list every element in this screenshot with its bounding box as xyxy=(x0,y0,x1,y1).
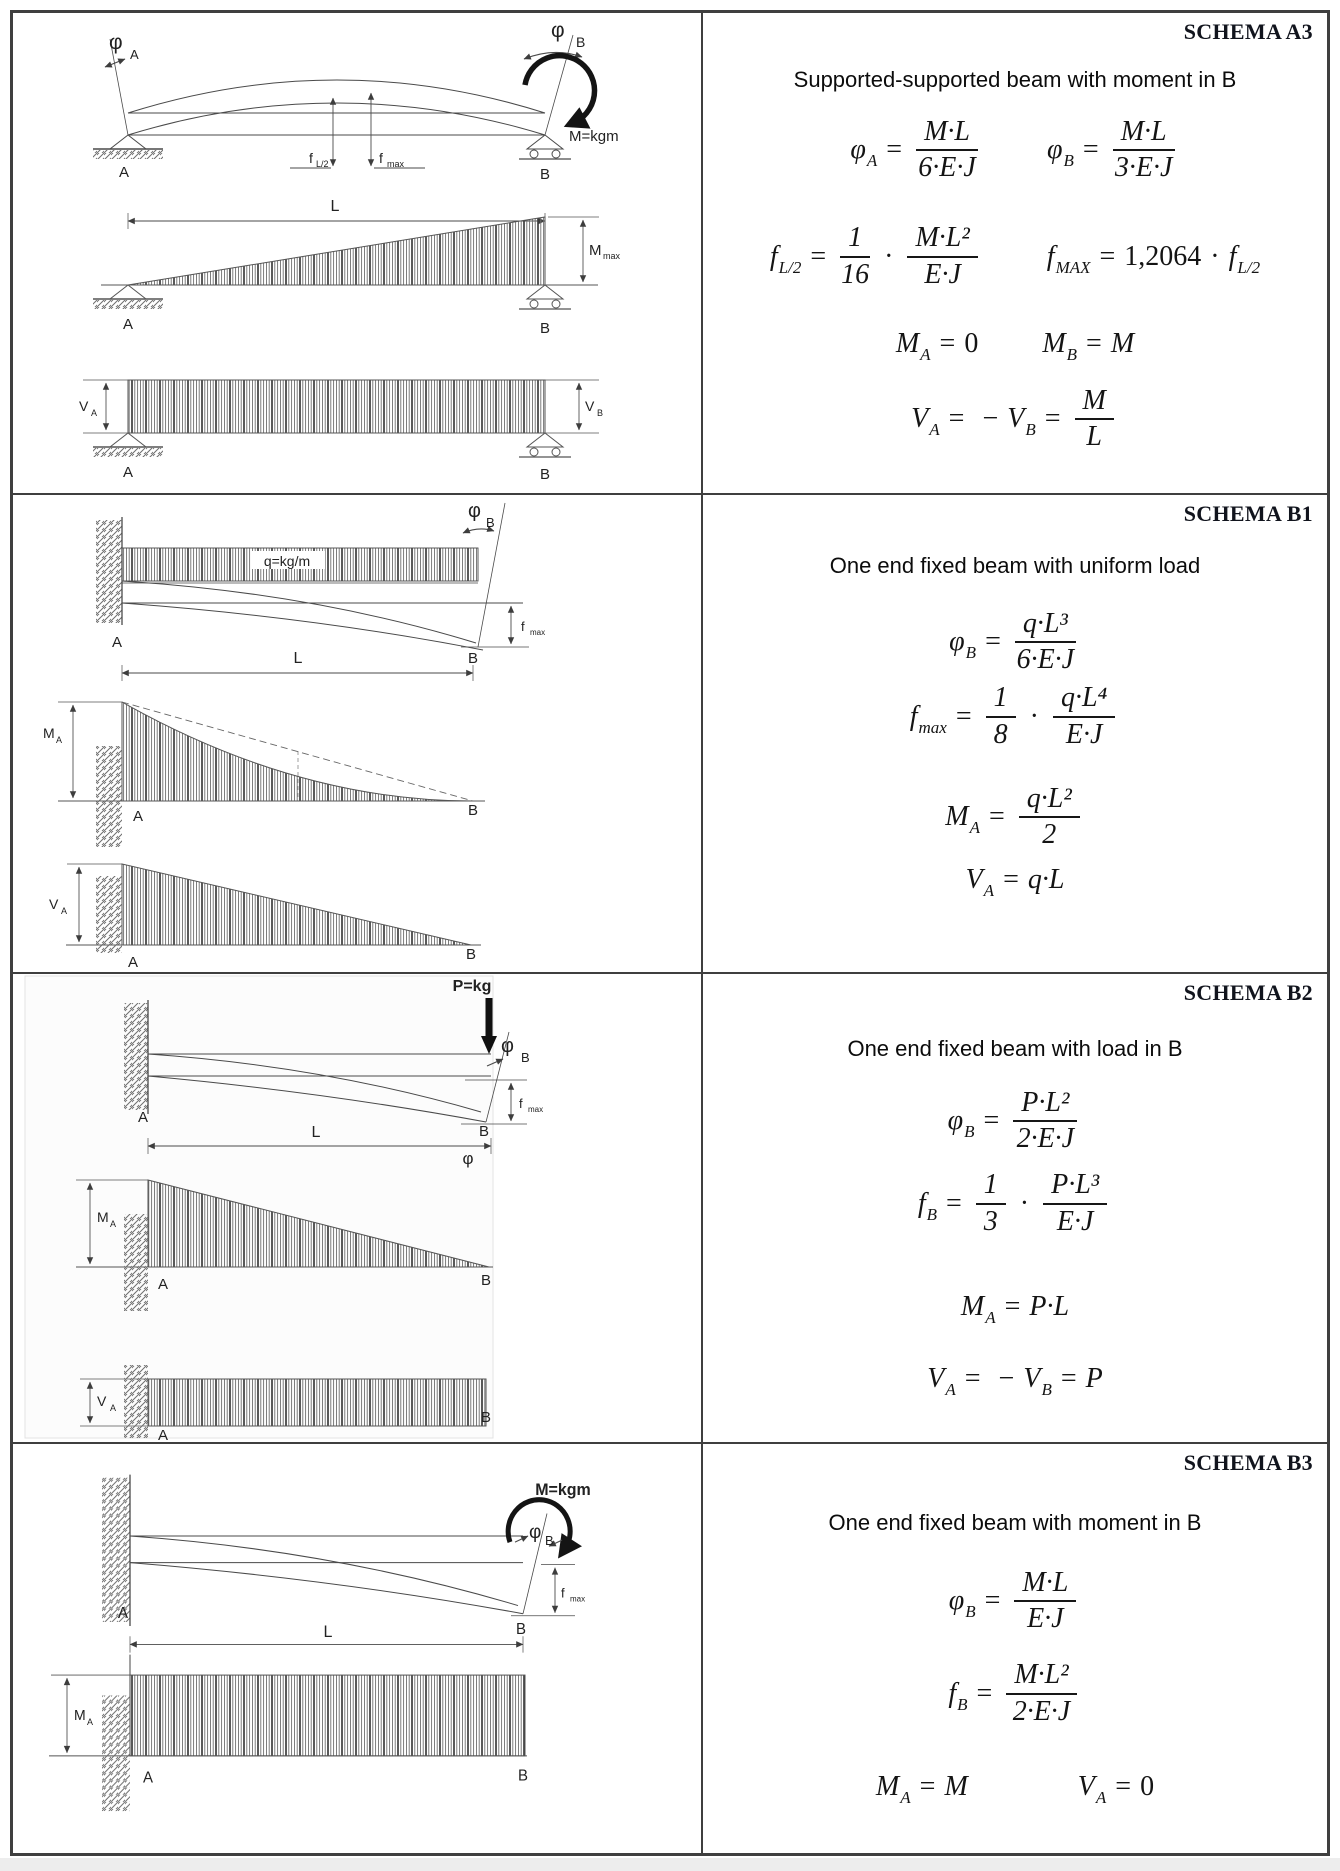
node-b-label: B xyxy=(467,802,479,819)
node-b-label: B xyxy=(539,466,551,483)
node-b-label: B xyxy=(467,650,479,667)
math-token-o: = xyxy=(1086,327,1102,359)
math-token-v xyxy=(875,1770,911,1807)
point-load-label: P=kg xyxy=(452,978,492,995)
math-token-n: 0 xyxy=(964,327,979,359)
m-a-sub: A xyxy=(110,1219,117,1229)
math-token-v: L/2 xyxy=(778,257,802,277)
math-token-v: A xyxy=(945,1379,956,1399)
math-token-v: M xyxy=(960,1290,985,1322)
math-token-f: L xyxy=(1086,421,1102,453)
math-token-o: = xyxy=(1044,403,1061,435)
span-label: L xyxy=(311,1124,321,1141)
formula-block xyxy=(717,608,1313,901)
formula-line xyxy=(850,117,1179,183)
phi-b-sub: B xyxy=(545,1533,554,1549)
node-b-label: B xyxy=(478,1123,490,1140)
math-token-o: = xyxy=(1099,240,1116,272)
moment-diagram xyxy=(93,217,599,309)
formula-block xyxy=(717,117,1313,452)
math-token-f xyxy=(1015,609,1076,675)
phi-b-sub: B xyxy=(486,515,495,530)
moment-load-label: M=kgm xyxy=(535,1480,591,1500)
formula xyxy=(949,1568,1082,1634)
node-a-label: A xyxy=(143,1769,153,1787)
math-token-o: = xyxy=(1115,1770,1132,1802)
deflection-diagram xyxy=(102,1475,575,1653)
node-a-label: A xyxy=(127,954,139,971)
formula-line xyxy=(875,1770,1155,1807)
deflection-labels xyxy=(109,19,619,215)
formula xyxy=(895,327,979,364)
math-token-v: M xyxy=(944,1770,968,1802)
formula-cell-b1 xyxy=(703,495,1327,974)
math-token-v: φ xyxy=(947,1105,964,1137)
math-token-v: B xyxy=(957,1694,968,1714)
formula-line xyxy=(949,609,1081,675)
math-token-f: q·L² xyxy=(1019,784,1080,818)
schema-subtitle: One end fixed beam with moment in B xyxy=(828,1510,1202,1535)
math-token-f: q·L³ xyxy=(1015,609,1076,643)
span-label: L xyxy=(330,198,340,215)
formula-block xyxy=(717,1567,1313,1807)
v-b-label: V xyxy=(585,398,595,414)
math-token-v xyxy=(909,700,947,737)
f-max-label: f xyxy=(519,1096,523,1111)
v-a-label: V xyxy=(79,398,89,414)
formula xyxy=(910,683,1121,749)
diagram-cell-b1 xyxy=(13,495,703,974)
math-token-f: 2·E·J xyxy=(1012,1695,1071,1727)
m-a-label: M xyxy=(43,725,55,741)
math-token-o: = xyxy=(945,1187,962,1219)
phi-span-label: φ xyxy=(462,1149,474,1168)
f-l2-label: f xyxy=(309,150,313,166)
math-token-f: 2 xyxy=(1042,819,1057,851)
f-max-label: f xyxy=(561,1585,565,1601)
deflection-diagram xyxy=(93,35,595,229)
math-token-f xyxy=(1113,117,1175,183)
math-token-f xyxy=(1043,1170,1107,1236)
diagram-cell-a3 xyxy=(13,13,703,495)
math-token-f: 16 xyxy=(841,258,870,290)
schema-title: SCHEMA B3 xyxy=(1183,1450,1313,1475)
math-token-v: M xyxy=(895,327,920,359)
math-token-v: V xyxy=(1023,1362,1041,1394)
f-l2-sub: L/2 xyxy=(316,159,329,169)
scan-frame xyxy=(25,976,493,1438)
math-token-f: 1 xyxy=(976,1170,1006,1204)
math-token-f xyxy=(840,223,870,289)
formula xyxy=(949,609,1081,675)
shear-diagram xyxy=(66,864,481,953)
math-token-f: M·L² xyxy=(1006,1660,1076,1694)
math-token-v: B xyxy=(965,643,977,663)
schema-title: SCHEMA B2 xyxy=(1183,980,1313,1005)
math-token-o: = xyxy=(985,626,1001,658)
math-token-v: φ xyxy=(1047,134,1063,166)
math-token-o: = xyxy=(984,1585,1001,1617)
m-a-sub: A xyxy=(87,1717,94,1728)
math-token-f xyxy=(1053,683,1115,749)
math-token-f: 3·E·J xyxy=(1114,152,1173,184)
math-token-v: φ xyxy=(948,1585,965,1617)
math-token-v: f xyxy=(917,1187,926,1219)
math-token-v: f xyxy=(1046,240,1055,272)
math-token-f xyxy=(1006,1660,1076,1726)
schema-title: SCHEMA A3 xyxy=(1183,19,1313,44)
math-token-f: P·L² xyxy=(1013,1088,1077,1122)
math-token-o: = xyxy=(1082,134,1099,166)
math-token-o: = xyxy=(988,801,1005,833)
math-token-o: = xyxy=(1004,1290,1021,1322)
math-token-v xyxy=(769,240,802,277)
schema-subtitle: Supported-supported beam with moment in B xyxy=(793,67,1237,92)
math-token-v: f xyxy=(948,1677,957,1709)
phi-a-sub: A xyxy=(130,47,139,62)
math-token-v: f xyxy=(1228,240,1237,272)
deflection-diagram xyxy=(96,503,529,681)
formula-block xyxy=(717,1087,1313,1399)
math-token-v: V xyxy=(927,1362,945,1394)
formula xyxy=(875,1770,968,1807)
formula-line xyxy=(948,1088,1083,1154)
math-token-o: = xyxy=(976,1677,993,1709)
math-token-f: 2·E·J xyxy=(1016,1123,1075,1155)
math-token-v: A xyxy=(929,420,940,440)
math-token-v: B xyxy=(1063,151,1074,171)
math-token-v: B xyxy=(1041,1379,1052,1399)
formula-line xyxy=(960,1290,1070,1327)
math-token-o: = xyxy=(886,134,903,166)
schema-subtitle: One end fixed beam with uniform load xyxy=(829,553,1201,578)
math-token-n: 1,2064 xyxy=(1124,240,1202,272)
math-token-o: · xyxy=(1210,240,1220,272)
node-b-label: B xyxy=(480,1272,492,1289)
f-max-label: f xyxy=(521,619,525,634)
formula xyxy=(918,1170,1112,1236)
math-token-v: max xyxy=(918,717,947,737)
beam-figure-a3 xyxy=(13,13,701,493)
math-token-v xyxy=(1111,328,1134,360)
beam-figure-b2 xyxy=(13,974,701,1442)
span-label: L xyxy=(323,1623,333,1642)
math-token-v: A xyxy=(985,1307,996,1327)
formula-line xyxy=(910,683,1121,749)
formula-line xyxy=(927,1362,1103,1399)
math-token-v xyxy=(948,1677,968,1714)
v-a-sub: A xyxy=(110,1403,117,1413)
formula-line xyxy=(918,1170,1112,1236)
formula xyxy=(770,223,983,289)
math-token-v: B xyxy=(1025,420,1036,440)
math-token-v xyxy=(948,1585,976,1622)
node-b-label: B xyxy=(465,946,477,963)
math-token-v: M xyxy=(945,801,969,833)
phi-b-symbol: φ xyxy=(501,1035,514,1057)
m-max-label: M xyxy=(589,242,602,259)
m-a-label: M xyxy=(74,1706,86,1724)
node-a-label: A xyxy=(137,1109,149,1126)
formula-cell-b3 xyxy=(703,1444,1327,1853)
math-token-f: E·J xyxy=(924,258,961,290)
math-token-o: = xyxy=(919,1770,936,1802)
math-token-f xyxy=(1019,784,1080,850)
math-token-v xyxy=(1023,1362,1052,1399)
math-token-v: V xyxy=(1007,403,1025,435)
math-token-v: M xyxy=(1042,327,1066,359)
f-max-sub: max xyxy=(570,1594,586,1604)
m-max-sub: max xyxy=(603,251,621,261)
moment-diagram xyxy=(49,1655,527,1811)
math-token-f xyxy=(1075,386,1114,452)
f-max-sub: max xyxy=(530,628,546,637)
math-token-v xyxy=(960,1290,996,1327)
formula xyxy=(948,1660,1081,1726)
span-label: L xyxy=(293,650,303,667)
math-token-f: E·J xyxy=(1056,1205,1094,1237)
math-token-v: q·L xyxy=(1027,864,1065,896)
math-token-v xyxy=(1228,240,1261,277)
math-token-v xyxy=(850,134,878,171)
f-max-sub: max xyxy=(387,159,405,169)
math-token-f: M·L xyxy=(1014,1568,1076,1602)
math-token-v: MAX xyxy=(1055,257,1091,277)
node-a-label: A xyxy=(118,1604,128,1622)
beam-figure-b1 xyxy=(13,495,701,972)
math-token-f: 3 xyxy=(983,1205,998,1237)
math-token-f: q·L⁴ xyxy=(1053,683,1115,717)
phi-b-sub: B xyxy=(521,1050,530,1065)
formula-line xyxy=(895,327,1135,364)
v-a-label: V xyxy=(49,896,59,912)
node-a-label: A xyxy=(122,316,134,333)
shear-diagram xyxy=(83,380,599,457)
math-token-v xyxy=(944,1771,967,1803)
diagram-cell-b3 xyxy=(13,1444,703,1853)
math-token-v xyxy=(1077,1770,1107,1807)
diagram-cell-b2 xyxy=(13,974,703,1444)
formula-line xyxy=(948,1660,1081,1726)
node-a-label: A xyxy=(111,634,123,651)
math-token-o: = xyxy=(948,403,965,435)
phi-a-symbol: φ xyxy=(109,31,123,54)
schema-table xyxy=(10,10,1330,1856)
formula-cell-b2 xyxy=(703,974,1327,1444)
math-token-v: P·L xyxy=(1029,1290,1070,1322)
math-token-f xyxy=(916,117,978,183)
math-token-f: 1 xyxy=(986,683,1016,717)
formula xyxy=(965,864,1065,901)
beam-figure-b3 xyxy=(13,1444,701,1853)
v-a-sub: A xyxy=(61,906,68,916)
math-token-v: A xyxy=(983,881,995,901)
page-bottom-edge xyxy=(0,1858,1340,1871)
math-token-f: E·J xyxy=(1065,718,1103,750)
m-a-label: M xyxy=(97,1209,109,1225)
node-a-label: A xyxy=(118,164,130,181)
math-token-f xyxy=(907,223,977,289)
math-token-v: A xyxy=(969,818,980,838)
formula xyxy=(927,1362,1103,1399)
math-token-v: V xyxy=(965,864,983,896)
math-token-f: E·J xyxy=(1027,1603,1064,1635)
math-token-v xyxy=(911,403,940,440)
udl-load-label: q=kg/m xyxy=(263,553,311,569)
f-max-sub: max xyxy=(528,1105,544,1114)
math-token-v xyxy=(945,801,980,838)
v-b-sub: B xyxy=(597,408,604,418)
math-token-v xyxy=(895,327,931,364)
formula-line xyxy=(945,784,1084,850)
math-token-v xyxy=(965,864,995,901)
node-b-label: B xyxy=(518,1767,528,1785)
math-token-f: P·L³ xyxy=(1043,1170,1107,1204)
math-token-o: = xyxy=(1003,864,1019,896)
math-token-v xyxy=(1042,327,1078,364)
phi-b-sub: B xyxy=(576,34,586,50)
math-token-f: 6·E·J xyxy=(918,152,976,184)
math-token-v xyxy=(917,1187,937,1224)
math-token-n: 0 xyxy=(1140,1770,1155,1802)
math-token-f: M xyxy=(1075,386,1114,420)
math-token-v: B xyxy=(1066,344,1078,364)
math-token-o: = xyxy=(964,1362,981,1394)
math-token-o: · xyxy=(1019,1187,1030,1219)
math-token-v: V xyxy=(911,403,929,435)
formula-line xyxy=(770,223,1260,289)
math-token-v: φ xyxy=(850,134,866,166)
node-a-label: A xyxy=(122,464,134,481)
node-b-label: B xyxy=(539,166,551,183)
moment-load-label: M=kgm xyxy=(569,128,619,145)
deflection-labels xyxy=(112,500,545,667)
formula-cell-a3 xyxy=(703,13,1327,495)
math-token-f: 1 xyxy=(840,223,870,257)
math-token-o: = xyxy=(983,1105,1000,1137)
math-token-v: V xyxy=(1077,1770,1095,1802)
node-a-label: A xyxy=(132,808,144,825)
node-a-label: A xyxy=(157,1276,169,1293)
math-token-f: M·L xyxy=(1113,117,1175,151)
math-token-v: f xyxy=(769,240,778,272)
math-token-o: = xyxy=(810,240,827,272)
moment-diagram xyxy=(58,702,485,847)
math-token-v xyxy=(1028,864,1065,896)
formula xyxy=(1077,1770,1155,1807)
math-token-f xyxy=(986,683,1016,749)
math-token-v: A xyxy=(866,151,878,171)
schema-subtitle: One end fixed beam with load in B xyxy=(847,1036,1183,1061)
math-token-o: − xyxy=(998,1362,1015,1394)
f-max-label: f xyxy=(379,150,383,166)
math-token-v: A xyxy=(1095,1787,1107,1807)
formula xyxy=(1046,240,1261,277)
math-token-v xyxy=(1007,403,1036,440)
phi-b-symbol: φ xyxy=(551,19,565,42)
formula-line xyxy=(949,1568,1082,1634)
math-token-o: = xyxy=(955,700,972,732)
math-token-v xyxy=(1086,1363,1103,1395)
math-token-v xyxy=(949,626,977,663)
formula xyxy=(1042,327,1135,364)
math-token-f: 8 xyxy=(993,718,1008,750)
math-token-v xyxy=(1047,134,1074,171)
formula-line xyxy=(965,864,1065,901)
math-token-v: φ xyxy=(949,626,965,658)
node-b-label: B xyxy=(480,1409,492,1426)
math-token-f xyxy=(976,1170,1006,1236)
math-token-f: 6·E·J xyxy=(1016,644,1075,676)
math-token-v: M xyxy=(875,1770,900,1802)
math-token-f xyxy=(1014,1568,1076,1634)
math-token-v: L/2 xyxy=(1237,257,1261,277)
math-token-f: M·L xyxy=(916,117,978,151)
math-token-v: P xyxy=(1085,1362,1103,1394)
math-token-v: f xyxy=(909,700,918,732)
math-token-o: · xyxy=(884,240,894,272)
formula xyxy=(960,1290,1070,1327)
math-token-v: B xyxy=(964,1122,975,1142)
m-a-sub: A xyxy=(56,735,63,745)
math-token-o: = xyxy=(939,327,956,359)
formula xyxy=(911,386,1119,452)
v-a-sub: A xyxy=(91,408,98,418)
formula xyxy=(948,1088,1083,1154)
math-token-v: B xyxy=(926,1204,937,1224)
math-token-v xyxy=(1046,240,1091,277)
phi-b-symbol: φ xyxy=(529,1521,542,1544)
node-b-label: B xyxy=(516,1621,526,1639)
v-a-label: V xyxy=(97,1393,107,1409)
formula xyxy=(850,117,983,183)
phi-b-symbol: φ xyxy=(468,500,481,522)
node-a-label: A xyxy=(157,1427,169,1442)
math-token-v: M xyxy=(1110,327,1135,359)
math-token-o: − xyxy=(982,403,999,435)
math-token-o: = xyxy=(1060,1362,1077,1394)
schema-title: SCHEMA B1 xyxy=(1183,501,1313,526)
formula xyxy=(1047,117,1180,183)
math-token-v: A xyxy=(900,1787,911,1807)
math-token-v xyxy=(927,1362,956,1399)
formula xyxy=(945,784,1084,850)
math-token-f xyxy=(1013,1088,1077,1154)
math-token-v: B xyxy=(965,1602,976,1622)
math-token-f: M·L² xyxy=(907,223,977,257)
math-token-o: · xyxy=(1029,700,1039,732)
formula-line xyxy=(911,386,1119,452)
math-token-v: A xyxy=(920,344,931,364)
math-token-v xyxy=(1029,1291,1069,1323)
math-token-v xyxy=(947,1105,975,1142)
node-b-label: B xyxy=(539,320,551,337)
